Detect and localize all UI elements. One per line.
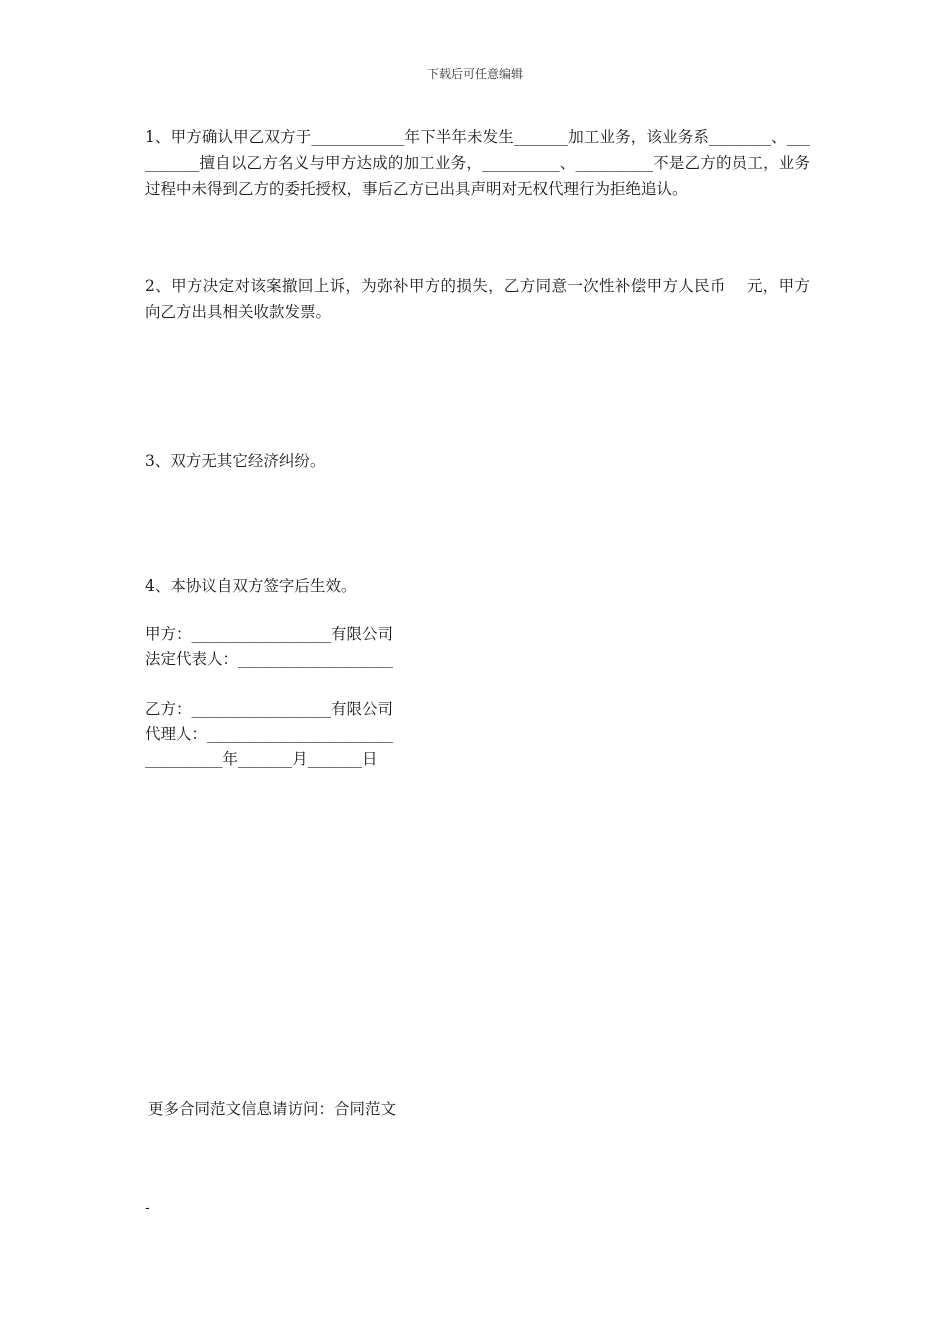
clause-4: 4、本协议自双方签字后生效。 xyxy=(145,577,357,595)
party-a-signature-line: 甲方：__________________有限公司 xyxy=(145,625,394,643)
page-header-note: 下载后可任意编辑 xyxy=(426,67,523,81)
more-info-text: 更多合同范文信息请访问：合同范文 xyxy=(148,1100,397,1118)
agent-signature-line: 代理人：________________________ xyxy=(145,725,394,743)
clause-1: 1、甲方确认甲乙双方于____________年下半年未发生_______加工业务，该业务系________、__________擅自以乙方名义与甲方达成的加工业务，__________、__________不是乙方的员工，业务过程中未得到乙方的委托授权，事后乙方已出具声明对无权代理行为拒绝追认。 xyxy=(145,128,810,198)
legal-representative-line: 法定代表人：____________________ xyxy=(145,650,394,668)
clause-3: 3、双方无其它经济纠纷。 xyxy=(145,452,326,470)
page-footer-dash: - xyxy=(145,1200,150,1216)
date-line: __________年_______月_______日 xyxy=(145,750,378,768)
clause-2: 2、甲方决定对该案撤回上诉，为弥补甲方的损失，乙方同意一次性补偿甲方人民币 元，甲方向乙方出具相关收款发票。 xyxy=(145,277,810,321)
party-b-signature-line: 乙方：__________________有限公司 xyxy=(145,700,394,718)
